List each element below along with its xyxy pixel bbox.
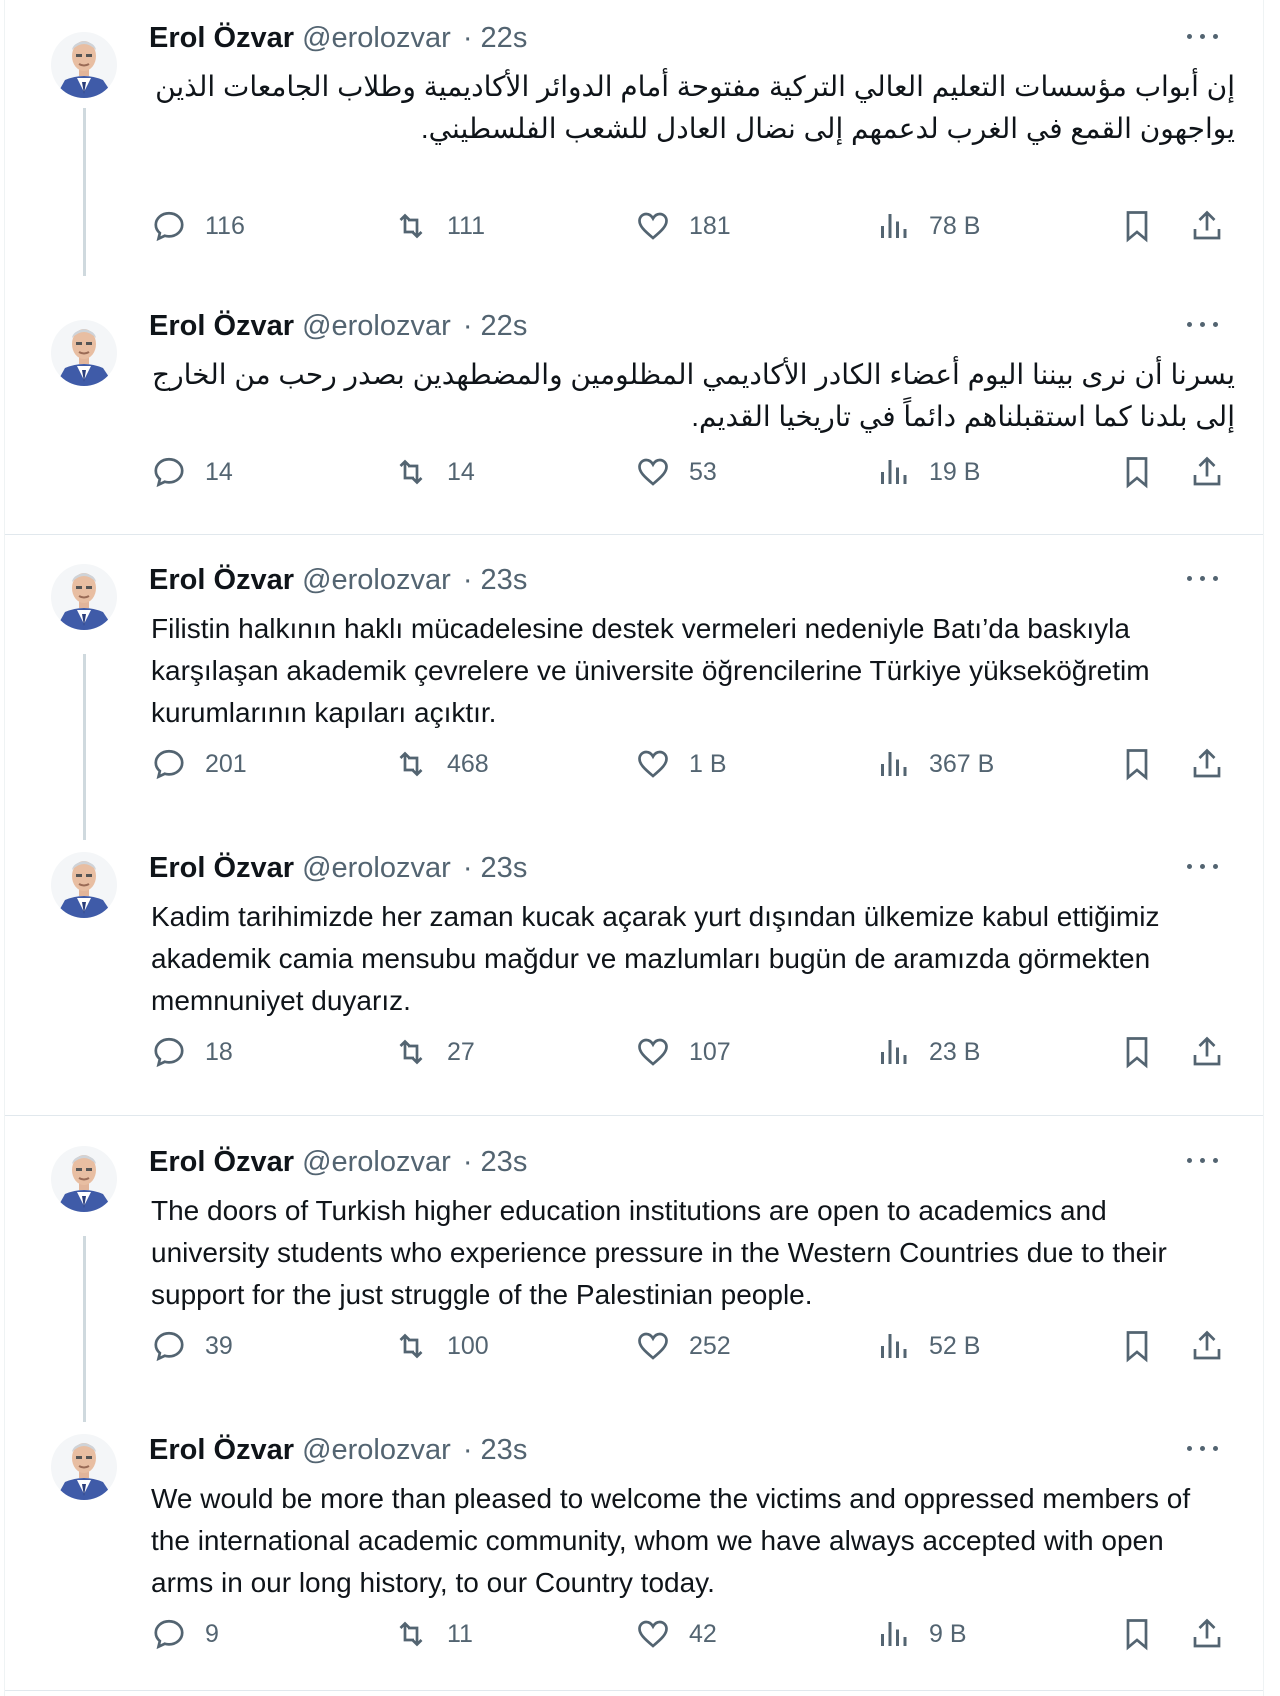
retweet-count: 11: [447, 1619, 473, 1648]
bookmark-icon: [1119, 208, 1155, 244]
tweet-text: The doors of Turkish higher education institutions are open to academics and university students who experience pressure in the Western Countries due to their support for the just struggle of the Palestinian people.: [151, 1195, 1167, 1310]
like-button[interactable]: [635, 206, 731, 246]
tweet-time[interactable]: · 23s: [462, 852, 528, 884]
retweet-count: 14: [447, 457, 475, 486]
tweet-header: [149, 564, 527, 596]
author-name[interactable]: Erol Özvar: [149, 310, 295, 342]
tweet-time[interactable]: · 23s: [462, 564, 528, 596]
bookmark-icon: [1119, 1328, 1155, 1364]
share-icon: [1189, 1034, 1225, 1070]
more-options-button[interactable]: [1183, 22, 1223, 52]
author-name[interactable]: Erol Özvar: [149, 852, 295, 884]
more-options-button[interactable]: [1183, 1434, 1223, 1464]
author-name[interactable]: Erol Özvar: [149, 1434, 295, 1466]
tweet-actions: [5, 744, 1263, 784]
like-button[interactable]: [635, 452, 717, 492]
more-options-button[interactable]: [1183, 852, 1223, 882]
share-button[interactable]: [1189, 744, 1225, 784]
views-button[interactable]: [875, 452, 980, 492]
tweet-actions: [5, 452, 1263, 492]
like-button[interactable]: [635, 1614, 717, 1654]
author-name[interactable]: Erol Özvar: [149, 564, 295, 596]
retweet-button[interactable]: [393, 452, 475, 492]
avatar-portrait-icon: [51, 1146, 117, 1212]
reply-icon: [151, 208, 187, 244]
avatar[interactable]: [51, 1146, 117, 1212]
retweet-icon: [393, 746, 429, 782]
reply-icon: [151, 1328, 187, 1364]
tweet-time[interactable]: · 22s: [462, 22, 528, 54]
like-count: 1 B: [689, 749, 727, 778]
retweet-count: 100: [447, 1331, 489, 1360]
retweet-count: 468: [447, 749, 489, 778]
reply-count: 39: [205, 1331, 233, 1360]
tweet-header: [149, 1146, 527, 1178]
like-button[interactable]: [635, 1326, 731, 1366]
author-handle[interactable]: @erolozvar: [302, 22, 451, 54]
retweet-icon: [393, 1034, 429, 1070]
avatar-portrait-icon: [51, 320, 117, 386]
reply-count: 116: [205, 211, 245, 240]
retweet-icon: [393, 1328, 429, 1364]
views-chart-icon: [875, 454, 911, 490]
timeline-feed: [4, 0, 1264, 1696]
author-handle[interactable]: @erolozvar: [302, 852, 451, 884]
retweet-icon: [393, 1616, 429, 1652]
views-button[interactable]: [875, 1326, 980, 1366]
author-handle[interactable]: @erolozvar: [302, 1434, 451, 1466]
reply-icon: [151, 746, 187, 782]
avatar-portrait-icon: [51, 852, 117, 918]
tweet-header: [149, 1434, 527, 1466]
views-chart-icon: [875, 1328, 911, 1364]
bookmark-icon: [1119, 454, 1155, 490]
share-button[interactable]: [1189, 452, 1225, 492]
tweet-actions: [5, 206, 1263, 246]
bookmark-button[interactable]: [1119, 1614, 1155, 1654]
author-handle[interactable]: @erolozvar: [302, 1146, 451, 1178]
retweet-button[interactable]: [393, 1326, 489, 1366]
share-icon: [1189, 746, 1225, 782]
author-name[interactable]: Erol Özvar: [149, 1146, 295, 1178]
views-button[interactable]: [875, 206, 980, 246]
retweet-count: 27: [447, 1037, 475, 1066]
tweet-header: [149, 852, 527, 884]
tweet-actions: [5, 1614, 1263, 1654]
avatar-portrait-icon: [51, 32, 117, 98]
thread-divider: [5, 534, 1263, 535]
like-count: 252: [689, 1331, 731, 1360]
like-count: 107: [689, 1037, 731, 1066]
tweet-time[interactable]: · 22s: [462, 310, 528, 342]
views-chart-icon: [875, 746, 911, 782]
like-button[interactable]: [635, 1032, 731, 1072]
retweet-button[interactable]: [393, 744, 489, 784]
share-icon: [1189, 1328, 1225, 1364]
bookmark-icon: [1119, 746, 1155, 782]
reply-button[interactable]: [151, 206, 245, 246]
views-count: 23 B: [929, 1037, 981, 1066]
bookmark-icon: [1119, 1034, 1155, 1070]
retweet-icon: [393, 454, 429, 490]
tweet-text: Filistin halkının haklı mücadelesine destek vermeleri nedeniyle Batı’da baskıyla karşılaşan akademik çevrelere ve üniversite öğrencilerine Türkiye yükseköğretim kurumlarının kapıları açıktır.: [151, 613, 1150, 728]
tweet-actions: [5, 1032, 1263, 1072]
author-handle[interactable]: @erolozvar: [302, 310, 451, 342]
heart-icon: [635, 1034, 671, 1070]
bookmark-button[interactable]: [1119, 1032, 1155, 1072]
reply-count: 18: [205, 1037, 233, 1066]
author-name[interactable]: Erol Özvar: [149, 22, 295, 54]
tweet-actions: [5, 1326, 1263, 1366]
like-count: 53: [689, 457, 717, 486]
tweet-text: يسرنا أن نرى بيننا اليوم أعضاء الكادر الأكاديمي المظلومين والمضطهدين بصدر رحب من الخارج إلى بلدنا كما استقبلناهم دائماً في تاريخيا القديم.: [152, 359, 1235, 432]
bookmark-button[interactable]: [1119, 206, 1155, 246]
tweet-text: We would be more than pleased to welcome the victims and oppressed members of the international academic community, whom we have always accepted with open arms in our long history, to our Country today.: [151, 1483, 1191, 1598]
reply-button[interactable]: [151, 744, 247, 784]
reply-icon: [151, 454, 187, 490]
tweet-text: إن أبواب مؤسسات التعليم العالي التركية مفتوحة أمام الدوائر الأكاديمية وطلاب الجامعات الذين يواجهون القمع في الغرب لدعمهم إلى نضال العادل للشعب الفلسطيني.: [155, 71, 1235, 144]
views-count: 367 B: [929, 749, 995, 778]
reply-icon: [151, 1034, 187, 1070]
share-button[interactable]: [1189, 206, 1225, 246]
more-options-button[interactable]: [1183, 310, 1223, 340]
views-button[interactable]: [875, 1614, 967, 1654]
heart-icon: [635, 208, 671, 244]
thread-line: [83, 108, 86, 276]
views-chart-icon: [875, 1616, 911, 1652]
avatar-portrait-icon: [51, 1434, 117, 1500]
bookmark-button[interactable]: [1119, 452, 1155, 492]
reply-button[interactable]: [151, 1614, 219, 1654]
views-button[interactable]: [875, 744, 994, 784]
share-icon: [1189, 454, 1225, 490]
views-chart-icon: [875, 1034, 911, 1070]
tweet-text: Kadim tarihimizde her zaman kucak açarak yurt dışından ülkemize kabul ettiğimiz akademik camia mensubu mağdur ve mazlumları bugün de aramızda görmekten memnuniyet duyarız.: [151, 901, 1160, 1016]
heart-icon: [635, 454, 671, 490]
reply-count: 9: [205, 1619, 219, 1648]
reply-button[interactable]: [151, 1326, 233, 1366]
thread-divider: [5, 1115, 1263, 1116]
bookmark-button[interactable]: [1119, 1326, 1155, 1366]
bookmark-button[interactable]: [1119, 744, 1155, 784]
avatar[interactable]: [51, 564, 117, 630]
views-count: 52 B: [929, 1331, 981, 1360]
tweet-time[interactable]: · 23s: [462, 1434, 528, 1466]
heart-icon: [635, 1328, 671, 1364]
reply-button[interactable]: [151, 1032, 233, 1072]
avatar[interactable]: [51, 32, 117, 98]
views-button[interactable]: [875, 1032, 980, 1072]
heart-icon: [635, 746, 671, 782]
more-options-button[interactable]: [1183, 1146, 1223, 1176]
views-count: 78 B: [929, 211, 981, 240]
views-count: 19 B: [929, 457, 981, 486]
retweet-icon: [393, 208, 429, 244]
share-button[interactable]: [1189, 1326, 1225, 1366]
reply-button[interactable]: [151, 452, 233, 492]
views-chart-icon: [875, 208, 911, 244]
author-handle[interactable]: @erolozvar: [302, 564, 451, 596]
share-icon: [1189, 1616, 1225, 1652]
share-icon: [1189, 208, 1225, 244]
avatar[interactable]: [51, 320, 117, 386]
retweet-button[interactable]: [393, 206, 485, 246]
share-button[interactable]: [1189, 1614, 1225, 1654]
retweet-button[interactable]: [393, 1614, 473, 1654]
avatar-portrait-icon: [51, 564, 117, 630]
heart-icon: [635, 1616, 671, 1652]
share-button[interactable]: [1189, 1032, 1225, 1072]
bookmark-icon: [1119, 1616, 1155, 1652]
reply-count: 201: [205, 749, 247, 778]
like-count: 181: [689, 211, 731, 240]
like-button[interactable]: [635, 744, 727, 784]
reply-icon: [151, 1616, 187, 1652]
avatar[interactable]: [51, 852, 117, 918]
more-options-button[interactable]: [1183, 564, 1223, 594]
tweet-header: [149, 310, 527, 342]
avatar[interactable]: [51, 1434, 117, 1500]
retweet-count: 111: [447, 211, 486, 240]
retweet-button[interactable]: [393, 1032, 475, 1072]
views-count: 9 B: [929, 1619, 967, 1648]
tweet-header: [149, 22, 527, 54]
reply-count: 14: [205, 457, 233, 486]
thread-divider: [5, 1690, 1263, 1691]
like-count: 42: [689, 1619, 717, 1648]
tweet-time[interactable]: · 23s: [462, 1146, 528, 1178]
